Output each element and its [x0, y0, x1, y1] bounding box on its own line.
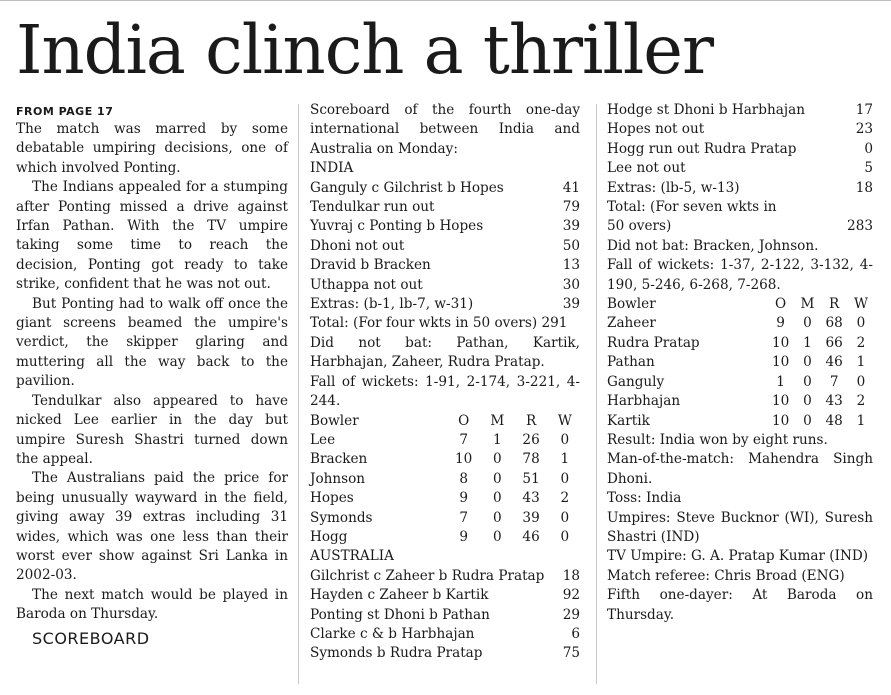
- scoreboard-column-1: [310, 101, 580, 664]
- story-paragraph: Tendulkar also appeared to have nicked Lee earlier in the day but umpire Suresh Shastri turned down the appeal.: [16, 392, 288, 467]
- man-of-the-match: Man-of-the-match: Mahendra Singh Dhoni.: [607, 451, 873, 487]
- headline: India clinch a thriller: [16, 11, 713, 89]
- fall-of-wickets: Fall of wickets: 1-37, 2-122, 3-132, 4-190, 5-246, 6-268, 7-268.: [607, 257, 873, 293]
- india-bowling-table: [607, 295, 873, 431]
- column-divider: [596, 104, 597, 684]
- column-divider: [298, 104, 299, 684]
- batting-row: Yuvraj c Ponting b Hopes 39: [310, 218, 580, 235]
- fall-of-wickets: Fall of wickets: 1-91, 2-174, 3-221, 4-244.: [310, 373, 580, 410]
- col-header: M: [800, 296, 815, 313]
- table-header-row: [310, 412, 580, 431]
- umpires: Umpires: Steve Bucknor (WI), Suresh Shastri (IND): [607, 509, 873, 545]
- table-row: Harbhajan 10 0 43 2: [607, 393, 866, 410]
- australia-batting-list-cont: [607, 101, 873, 198]
- match-result: Result: India won by eight runs.: [607, 431, 828, 448]
- col-header: O: [775, 296, 787, 313]
- continued-from-tag: FROM PAGE 17: [16, 105, 114, 118]
- toss: Toss: India: [607, 490, 682, 507]
- col-header: W: [557, 412, 572, 429]
- story-paragraph: The next match would be played in Baroda on Thursday.: [16, 586, 288, 623]
- team-heading-india: INDIA: [310, 160, 354, 177]
- batting-row: Symonds b Rudra Pratap 75: [310, 645, 580, 662]
- batting-row: Ponting st Dhoni b Pathan 29: [310, 606, 580, 623]
- scoreboard-column-2: [607, 101, 873, 625]
- batting-row: Hopes not out 23: [607, 121, 873, 138]
- table-row: Symonds 7 0 39 0: [310, 509, 570, 526]
- india-batting-list: [310, 179, 580, 315]
- story-paragraph: But Ponting had to walk off once the giant screens beamed the umpire's verdict, the skipper glaring and muttering all the way back to the pavilion.: [16, 295, 288, 390]
- batting-row: Lee not out 5: [607, 160, 873, 177]
- story-paragraph: The Australians paid the price for being unusually wayward in the field, giving away 39 extras including 31 wides, which was one less than their worst ever show against Sri Lanka in 2002-03.: [16, 470, 288, 584]
- table-row: Hogg 9 0 46 0: [310, 528, 570, 545]
- col-header: M: [490, 412, 505, 429]
- batting-row: Ganguly c Gilchrist b Hopes 41: [310, 179, 580, 196]
- batting-row: Dhoni not out 50: [310, 237, 580, 254]
- scoreboard-subhead: SCOREBOARD: [32, 628, 150, 648]
- batting-row: Tendulkar run out 79: [310, 199, 580, 216]
- col-header: Bowler: [607, 296, 656, 313]
- match-referee: Match referee: Chris Broad (ENG): [607, 567, 845, 584]
- australia-bowling-table: [310, 412, 580, 548]
- tv-umpire: TV Umpire: G. A. Pratap Kumar (IND): [607, 548, 869, 565]
- col-header: R: [829, 296, 840, 313]
- table-row: Kartik 10 0 48 1: [607, 412, 866, 429]
- col-header: R: [525, 412, 537, 429]
- batting-row: Hodge st Dhoni b Harbhajan 17: [607, 102, 873, 118]
- australia-total-line1: Total: (For seven wkts in: [607, 199, 777, 216]
- australia-total-line2: 50 overs) 283: [607, 218, 873, 235]
- table-row: Lee 7 1 26 0: [310, 431, 570, 448]
- batting-row: Hayden c Zaheer b Kartik 92: [310, 587, 580, 604]
- india-total: Total: (For four wkts in 50 overs) 291: [310, 315, 568, 332]
- table-row: Bracken 10 0 78 1: [310, 451, 570, 468]
- story-paragraph: The match was marred by some debatable umpiring decisions, one of which involved Ponting.: [16, 121, 288, 176]
- batting-row: Clarke c & b Harbhajan 6: [310, 625, 580, 642]
- col-header: O: [458, 412, 470, 429]
- did-not-bat: Did not bat: Pathan, Kartik, Harbhajan, Zaheer, Rudra Pratap.: [310, 334, 580, 371]
- story-paragraph: The Indians appealed for a stumping after Ponting missed a drive against Irfan Pathan. With the TV umpire taking some time to reach the decision, Ponting got ready to take strike, confident that he was not out.: [16, 179, 288, 293]
- scoreboard-intro: Scoreboard of the fourth one-day international between India and Australia on Monday:: [310, 102, 580, 157]
- batting-row: Uthappa not out 30: [310, 276, 580, 293]
- batting-row: Dravid b Bracken 13: [310, 257, 580, 274]
- extras-row: Extras: (lb-5, w-13) 18: [607, 179, 873, 196]
- table-row: Hopes 9 0 43 2: [310, 490, 570, 507]
- batting-row: Hogg run out Rudra Pratap 0: [607, 140, 873, 157]
- next-match: Fifth one-dayer: At Baroda on Thursday.: [607, 587, 873, 623]
- table-row: Pathan 10 0 46 1: [607, 354, 866, 371]
- table-row: Zaheer 9 0 68 0: [607, 315, 866, 332]
- did-not-bat: Did not bat: Bracken, Johnson.: [607, 237, 819, 254]
- story-column: [16, 104, 288, 648]
- table-row: Ganguly 1 0 7 0: [607, 373, 866, 390]
- table-row: Johnson 8 0 51 0: [310, 470, 570, 487]
- col-header: W: [854, 296, 868, 313]
- team-heading-australia: AUSTRALIA: [310, 548, 394, 565]
- batting-row: Gilchrist c Zaheer b Rudra Pratap 18: [310, 567, 580, 584]
- col-header: Bowler: [310, 412, 359, 429]
- table-header-row: [607, 295, 873, 314]
- top-rule: [0, 0, 891, 5]
- extras-row: Extras: (b-1, lb-7, w-31) 39: [310, 296, 580, 313]
- australia-batting-list: [310, 567, 580, 664]
- table-row: Rudra Pratap 10 1 66 2: [607, 334, 866, 351]
